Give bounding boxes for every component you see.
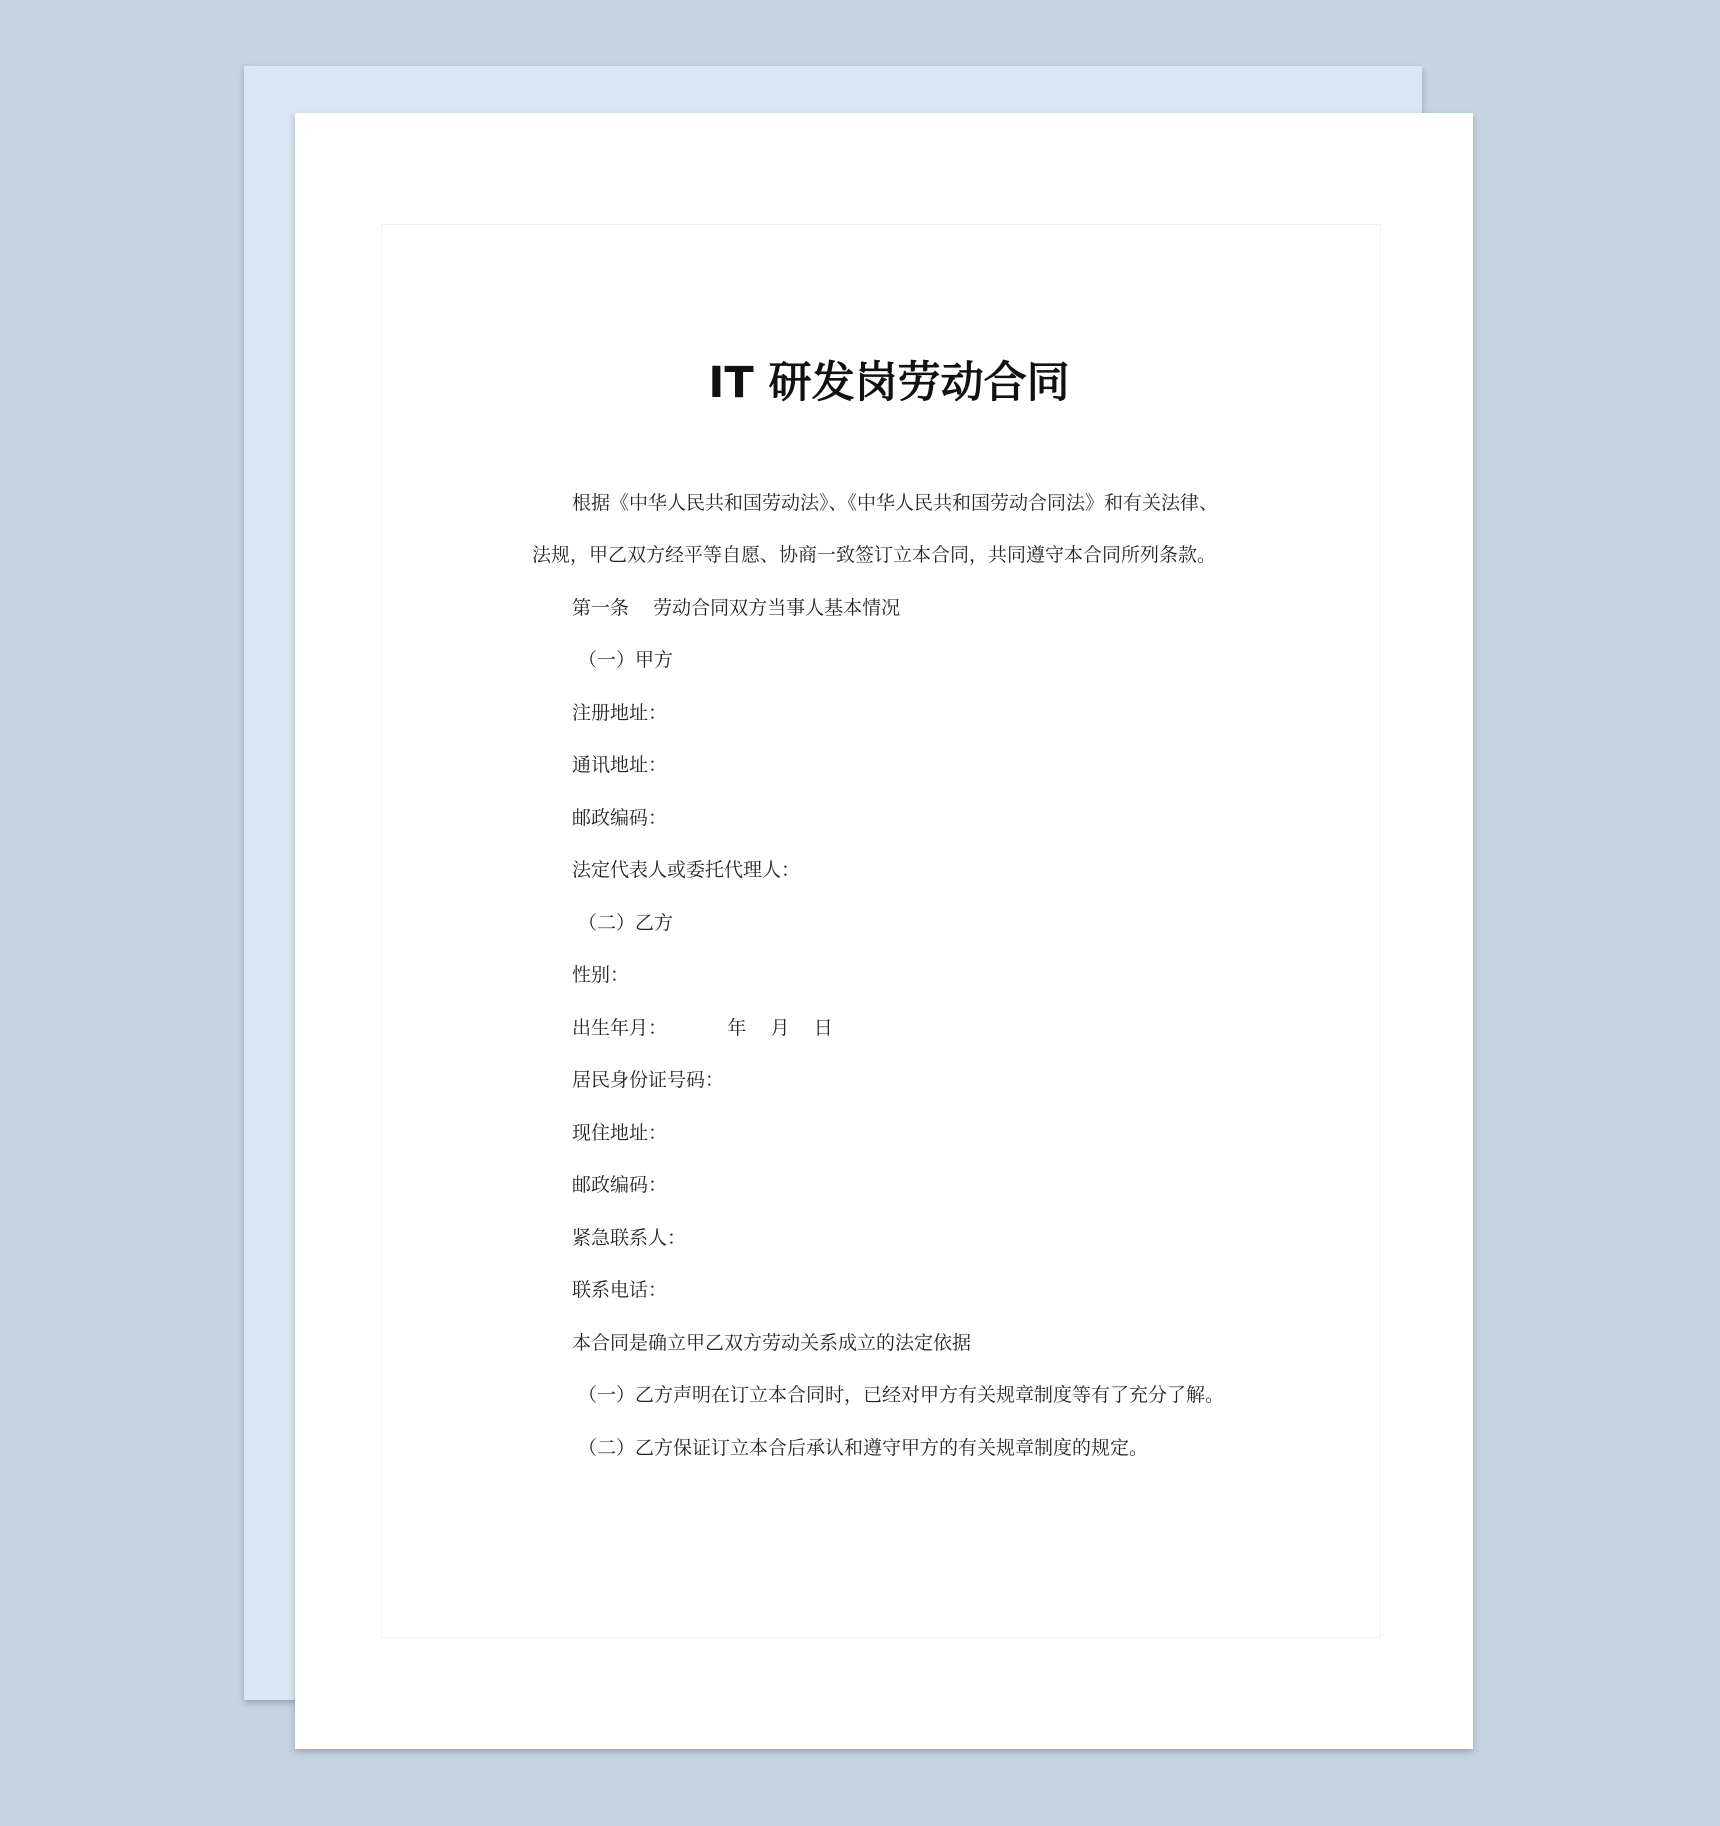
intro-paragraph-line-1: 根据《中华人民共和国劳动法》、《中华人民共和国劳动合同法》和有关法律、 xyxy=(572,492,1219,514)
declaration-1: （一）乙方声明在订立本合同时，已经对甲方有关规章制度等有了充分了解。 xyxy=(578,1384,1225,1406)
party-b-postal-code: 邮政编码： xyxy=(572,1174,668,1196)
party-a-registered-address: 注册地址： xyxy=(572,702,668,724)
declaration-2: （二）乙方保证订立本合后承认和遵守甲方的有关规章制度的规定。 xyxy=(578,1437,1149,1459)
party-b-id-number: 居民身份证号码： xyxy=(572,1069,725,1091)
document-title: IT 研发岗劳动合同 xyxy=(708,358,1070,408)
legal-basis-statement: 本合同是确立甲乙双方劳动关系成立的法定依据 xyxy=(572,1332,972,1354)
party-b-gender: 性别： xyxy=(572,964,630,986)
party-b-phone: 联系电话： xyxy=(572,1279,668,1301)
party-a-legal-representative: 法定代表人或委托代理人： xyxy=(572,859,801,881)
party-b-emergency-contact: 紧急联系人： xyxy=(572,1227,687,1249)
party-a-postal-code: 邮政编码： xyxy=(572,807,668,829)
party-a-heading: （一）甲方 xyxy=(578,649,674,671)
party-b-heading: （二）乙方 xyxy=(578,912,674,934)
party-a-mailing-address: 通讯地址： xyxy=(572,754,668,776)
document-page xyxy=(295,113,1473,1749)
content-border xyxy=(381,224,1381,1638)
party-b-birth-date: 出生年月： 年 月 日 xyxy=(572,1017,833,1039)
article-1-heading: 第一条 劳动合同双方当事人基本情况 xyxy=(572,597,901,619)
party-b-current-address: 现住地址： xyxy=(572,1122,668,1144)
intro-paragraph-line-2: 法规，甲乙双方经平等自愿、协商一致签订立本合同，共同遵守本合同所列条款。 xyxy=(532,544,1217,566)
